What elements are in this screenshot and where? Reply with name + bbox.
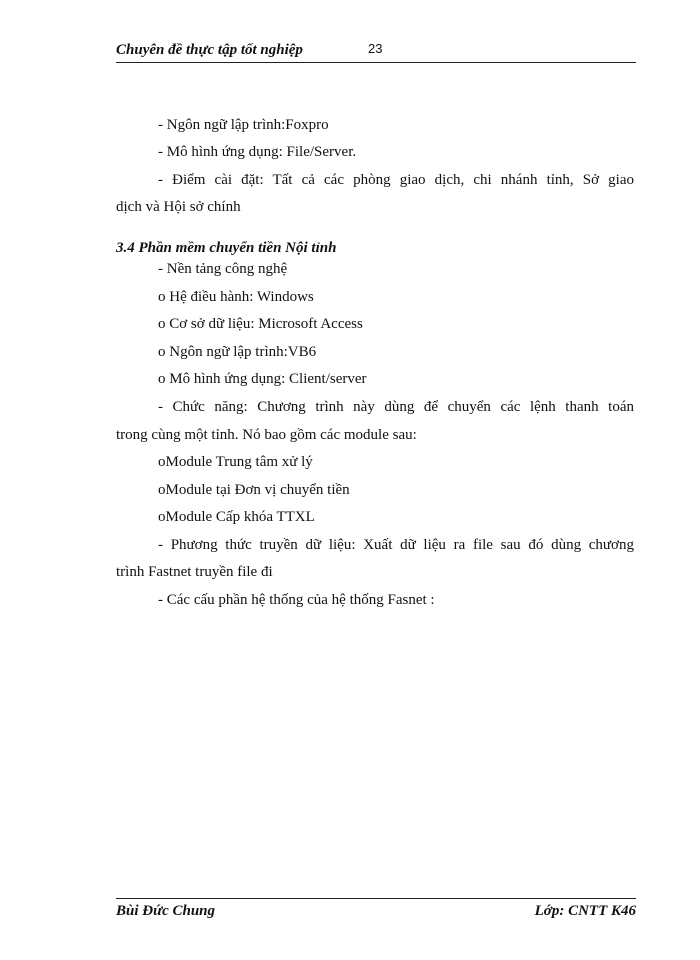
body-line-install-points: - Điểm cài đặt: Tất cả các phòng giao dịch, chi nhánh tỉnh, Sở giao [158,172,634,188]
footer-class: Lớp: CNTT K46 [534,903,636,919]
body-line-programming-language-foxpro: - Ngôn ngữ lập trình:Foxpro [158,117,329,133]
section-heading: 3.4 Phần mềm chuyển tiền Nội tỉnh [116,240,337,256]
body-line-data-transfer-method: - Phương thức truyền dữ liệu: Xuất dữ liệu ra file sau đó dùng chương [158,537,634,553]
body-line-install-points-cont: dịch và Hội sở chính [116,199,241,215]
body-line-system-components: - Các cấu phần hệ thống của hệ thống Fasnet : [158,592,435,608]
body-line-function: - Chức năng: Chương trình này dùng để chuyển các lệnh thanh toán [158,399,634,415]
body-line-technology-platform: - Nền tảng công nghệ [158,261,288,277]
body-line-programming-language-vb6: o Ngôn ngữ lập trình:VB6 [158,344,317,360]
body-line-operating-system: o Hệ điều hành: Windows [158,289,314,305]
page-footer [116,898,636,921]
body-line-application-model-file-server: - Mô hình ứng dụng: File/Server. [158,144,357,160]
header-title: Chuyên đề thực tập tốt nghiệp [116,42,303,58]
body-line-module-key-issue: oModule Cấp khóa TTXL [158,509,315,525]
footer-author: Bùi Đức Chung [116,903,216,919]
body-line-function-cont: trong cùng một tỉnh. Nó bao gồm các module sau: [116,427,417,443]
page-header [116,40,636,63]
body-line-application-model-client-server: o Mô hình ứng dụng: Client/server [158,371,367,387]
body-line-data-transfer-method-cont: trình Fastnet truyền file đi [116,564,273,580]
body-line-module-transfer-unit: oModule tại Đơn vị chuyển tiền [158,482,350,498]
body-line-module-processing-center: oModule Trung tâm xử lý [158,454,313,470]
body-line-database: o Cơ sở dữ liệu: Microsoft Access [158,316,363,332]
page-number: 23 [368,41,383,56]
